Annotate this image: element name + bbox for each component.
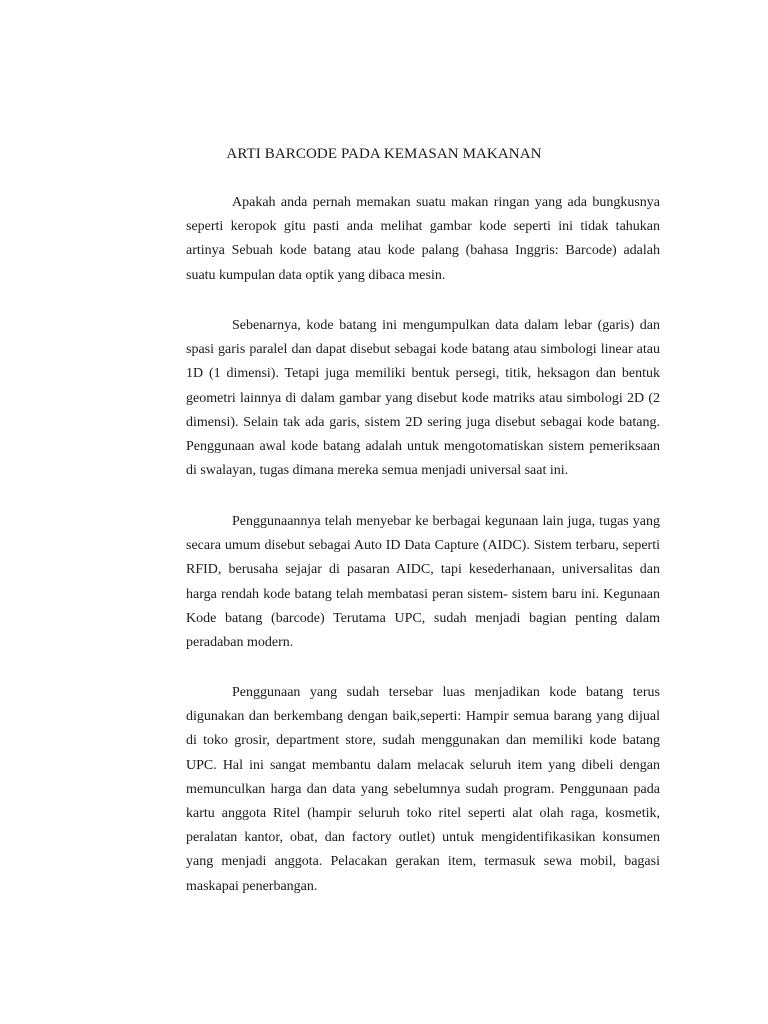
document-title: ARTI BARCODE PADA KEMASAN MAKANAN	[226, 146, 542, 162]
paragraph-3: Penggunaannya telah menyebar ke berbagai kegunaan lain juga, tugas yang secara umum disebut sebagai Auto ID Data Capture (AIDC). Sistem terbaru, seperti RFID, berusaha sejajar di pasaran AIDC, tapi kesederhanaan, universalitas dan harga rendah kode batang telah membatasi peran sistem- sistem baru ini. Kegunaan Kode batang (barcode) Terutama UPC, sudah menjadi bagian penting dalam peradaban modern.	[186, 514, 660, 651]
paragraph-1: Apakah anda pernah memakan suatu makan ringan yang ada bungkusnya seperti keropok gitu pasti anda melihat gambar kode seperti ini tidak tahukan artinya Sebuah kode batang atau kode palang (bahasa Inggris: Barcode) adalah suatu kumpulan data optik yang dibaca mesin.	[186, 195, 660, 283]
paragraph-4: Penggunaan yang sudah tersebar luas menjadikan kode batang terus digunakan dan berkembang dengan baik,seperti: Hampir semua barang yang dijual di toko grosir, department store, sudah menggunakan dan memiliki kode batang UPC. Hal ini sangat membantu dalam melacak seluruh item yang dibeli dengan memunculkan harga dan data yang sebelumnya sudah program. Penggunaan pada kartu anggota Ritel (hampir seluruh toko ritel seperti alat olah raga, kosmetik, peralatan kantor, obat, dan factory outlet) untuk mengidentifikasikan konsumen yang menjadi anggota. Pelacakan gerakan item, termasuk sewa mobil, bagasi maskapai penerbangan.	[186, 685, 660, 894]
paragraph-2: Sebenarnya, kode batang ini mengumpulkan data dalam lebar (garis) dan spasi garis paralel dan dapat disebut sebagai kode batang atau simbologi linear atau 1D (1 dimensi). Tetapi juga memiliki bentuk persegi, titik, heksagon dan bentuk geometri lainnya di dalam gambar yang disebut kode matriks atau simbologi 2D (2 dimensi). Selain tak ada garis, sistem 2D sering juga disebut sebagai kode batang. Penggunaan awal kode batang adalah untuk mengotomatiskan sistem pemeriksaan di swalayan, tugas dimana mereka semua menjadi universal saat ini.	[186, 318, 660, 479]
